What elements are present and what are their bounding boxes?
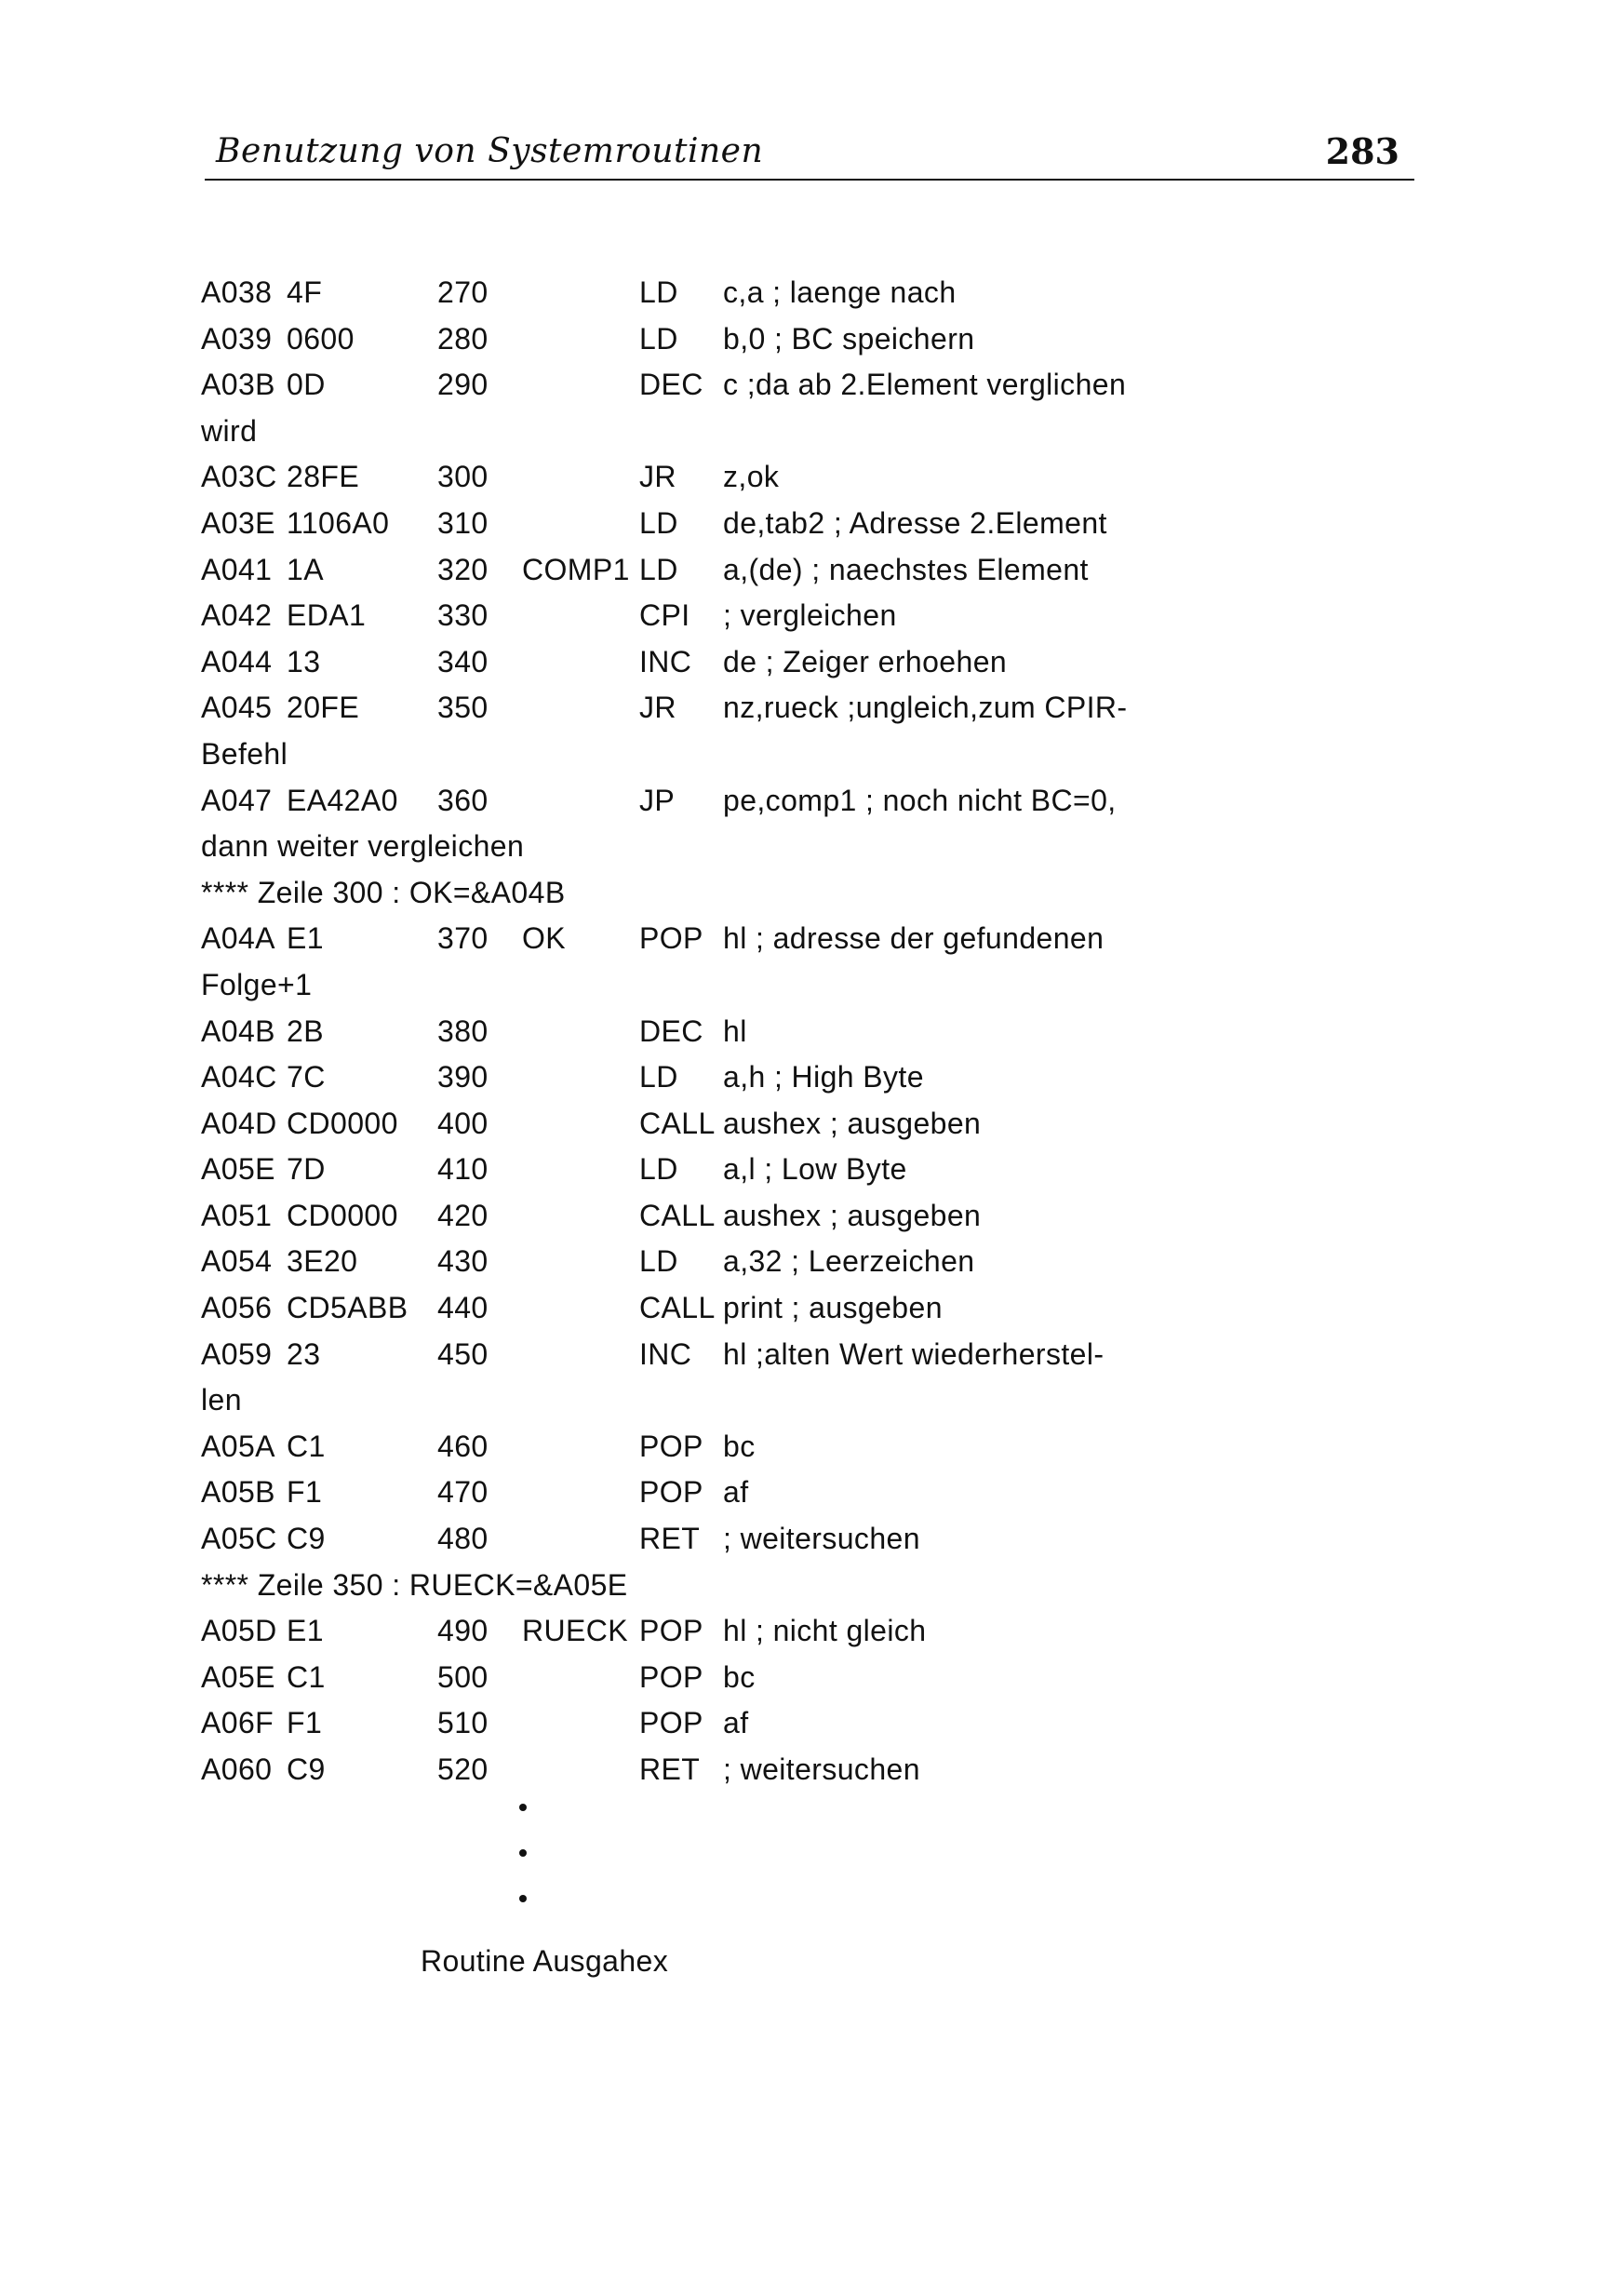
code-addr: A056 [201, 1291, 273, 1325]
code-arg: hl [723, 1014, 747, 1048]
code-addr: A060 [201, 1752, 273, 1786]
code-line [201, 916, 1448, 962]
code-addr: A04C [201, 1060, 277, 1094]
code-line [201, 1054, 1448, 1101]
code-line [201, 1608, 1448, 1655]
code-line: 460 [437, 1429, 489, 1463]
code-hex: 2B [287, 1014, 324, 1048]
code-hex: 1106A0 [287, 505, 390, 540]
code-hex: CD0000 [287, 1198, 398, 1232]
continuation-text: dann weiter vergleichen [201, 829, 525, 864]
code-arg: bc [723, 1429, 756, 1463]
code-line: 400 [437, 1106, 489, 1140]
code-arg: aushex ; ausgeben [723, 1198, 982, 1232]
code-op: POP [639, 1706, 703, 1740]
code-line: 310 [437, 505, 489, 540]
code-line [201, 1101, 1448, 1148]
comment-continuation [201, 824, 1448, 870]
code-addr: A04B [201, 1014, 275, 1048]
code-hex: E1 [287, 921, 324, 956]
code-op: JP [639, 783, 676, 817]
code-hex: EDA1 [287, 598, 367, 633]
code-addr: A04D [201, 1106, 277, 1140]
code-op: POP [639, 1429, 703, 1463]
code-arg: z,ok [723, 460, 780, 494]
code-hex: 0600 [287, 321, 355, 356]
code-hex: 0D [287, 368, 326, 402]
code-line: 470 [437, 1475, 489, 1510]
code-line [201, 1516, 1448, 1563]
code-op: LD [639, 1152, 678, 1187]
code-addr: A04A [201, 921, 275, 956]
page-header [205, 128, 1414, 181]
code-hex: C9 [287, 1752, 326, 1786]
code-op: LD [639, 505, 678, 540]
code-line: 350 [437, 691, 489, 725]
code-arg: pe,comp1 ; noch nicht BC=0, [723, 783, 1117, 817]
code-line [201, 362, 1448, 409]
code-line: 450 [437, 1336, 489, 1371]
code-arg: a,h ; High Byte [723, 1060, 924, 1094]
code-op: LD [639, 1244, 678, 1279]
code-line: 480 [437, 1522, 489, 1556]
code-addr: A039 [201, 321, 273, 356]
code-hex: 28FE [287, 460, 360, 494]
code-arg: ; vergleichen [723, 598, 897, 633]
label-reference-text: **** Zeile 350 : RUECK=&A05E [201, 1567, 628, 1602]
code-line [201, 316, 1448, 363]
code-line [201, 778, 1448, 825]
code-hex: 1A [287, 552, 324, 586]
code-op: CALL [639, 1106, 716, 1140]
code-op: LD [639, 321, 678, 356]
code-line: 420 [437, 1198, 489, 1232]
code-arg: hl ; adresse der gefundenen [723, 921, 1105, 956]
code-arg: hl ;alten Wert wiederherstel- [723, 1336, 1105, 1371]
code-label: COMP1 [522, 552, 630, 586]
code-addr: A05E [201, 1659, 275, 1694]
code-line [201, 1147, 1448, 1193]
code-hex: 7C [287, 1060, 326, 1094]
code-op: LD [639, 275, 678, 309]
continuation-text: wird [201, 413, 258, 448]
code-hex: E1 [287, 1614, 324, 1648]
code-line: 330 [437, 598, 489, 633]
code-hex: EA42A0 [287, 783, 398, 817]
code-line: 290 [437, 368, 489, 402]
continuation-text: Folge+1 [201, 967, 313, 1001]
code-addr: A045 [201, 691, 273, 725]
code-line [201, 454, 1448, 501]
code-addr: A051 [201, 1198, 273, 1232]
code-addr: A05A [201, 1429, 275, 1463]
code-op: RET [639, 1522, 701, 1556]
code-op: CPI [639, 598, 690, 633]
code-line: 390 [437, 1060, 489, 1094]
code-op: POP [639, 921, 703, 956]
code-label: OK [522, 921, 567, 956]
code-op: DEC [639, 1014, 703, 1048]
code-arg: bc [723, 1659, 756, 1694]
code-arg: ; weitersuchen [723, 1752, 920, 1786]
code-hex: 13 [287, 644, 321, 678]
code-op: CALL [639, 1291, 716, 1325]
code-op: INC [639, 1336, 692, 1371]
code-hex: 3E20 [287, 1244, 358, 1279]
code-line [201, 685, 1448, 732]
code-addr: A059 [201, 1336, 273, 1371]
page-number: 283 [1325, 130, 1399, 172]
code-op: DEC [639, 368, 703, 402]
code-arg: hl ; nicht gleich [723, 1614, 927, 1648]
code-arg: print ; ausgeben [723, 1291, 943, 1325]
code-hex: F1 [287, 1475, 323, 1510]
code-addr: A042 [201, 598, 273, 633]
code-line [201, 1193, 1448, 1240]
code-arg: a,(de) ; naechstes Element [723, 552, 1089, 586]
code-hex: C1 [287, 1659, 326, 1694]
code-arg: a,32 ; Leerzeichen [723, 1244, 975, 1279]
code-line [201, 1655, 1448, 1701]
code-addr: A05E [201, 1152, 275, 1187]
code-line [201, 1239, 1448, 1285]
code-addr: A06F [201, 1706, 274, 1740]
code-op: POP [639, 1475, 703, 1510]
code-hex: F1 [287, 1706, 323, 1740]
ellipsis-dot [519, 1849, 527, 1857]
code-line: 370 [437, 921, 489, 956]
code-arg: af [723, 1475, 749, 1510]
code-line: 410 [437, 1152, 489, 1187]
code-arg: c,a ; laenge nach [723, 275, 957, 309]
code-arg: de ; Zeiger erhoehen [723, 644, 1008, 678]
page-title: Benutzung von Systemroutinen [216, 132, 764, 170]
code-line [201, 1424, 1448, 1470]
code-arg: af [723, 1706, 749, 1740]
label-reference-text: **** Zeile 300 : OK=&A04B [201, 875, 566, 909]
code-line: 430 [437, 1244, 489, 1279]
code-op: POP [639, 1614, 703, 1648]
code-addr: A03C [201, 460, 277, 494]
code-line [201, 1747, 1448, 1793]
code-addr: A047 [201, 783, 273, 817]
code-addr: A044 [201, 644, 273, 678]
code-line: 500 [437, 1659, 489, 1694]
code-line [201, 1470, 1448, 1516]
code-line [201, 1332, 1448, 1378]
code-op: CALL [639, 1198, 716, 1232]
code-line [201, 1285, 1448, 1332]
comment-continuation [201, 732, 1448, 778]
comment-continuation [201, 409, 1448, 455]
code-line: 270 [437, 275, 489, 309]
code-op: RET [639, 1752, 701, 1786]
code-addr: A03E [201, 505, 275, 540]
comment-continuation [201, 1377, 1448, 1424]
code-op: JR [639, 460, 676, 494]
code-hex: CD5ABB [287, 1291, 408, 1325]
code-line [201, 270, 1448, 316]
code-line: 300 [437, 460, 489, 494]
code-arg: b,0 ; BC speichern [723, 321, 975, 356]
code-line [201, 639, 1448, 686]
code-line: 380 [437, 1014, 489, 1048]
code-addr: A05D [201, 1614, 277, 1648]
code-addr: A041 [201, 552, 273, 586]
code-arg: de,tab2 ; Adresse 2.Element [723, 505, 1107, 540]
continuation-dots [519, 1804, 534, 1940]
code-addr: A05C [201, 1522, 277, 1556]
code-hex: 4F [287, 275, 323, 309]
comment-continuation [201, 962, 1448, 1009]
code-op: JR [639, 691, 676, 725]
code-addr: A054 [201, 1244, 273, 1279]
code-hex: 7D [287, 1152, 326, 1187]
ellipsis-dot [519, 1895, 527, 1902]
code-hex: C9 [287, 1522, 326, 1556]
code-arg: aushex ; ausgeben [723, 1106, 982, 1140]
code-arg: a,l ; Low Byte [723, 1152, 907, 1187]
code-line: 510 [437, 1706, 489, 1740]
routine-caption: Routine Ausgahex [421, 1944, 669, 1978]
assembler-listing [201, 270, 1448, 1793]
code-addr: A038 [201, 275, 273, 309]
code-line [201, 593, 1448, 639]
code-arg: ; weitersuchen [723, 1522, 920, 1556]
code-arg: nz,rueck ;ungleich,zum CPIR- [723, 691, 1128, 725]
code-line: 490 [437, 1614, 489, 1648]
label-reference-line [201, 870, 1448, 917]
code-op: POP [639, 1659, 703, 1694]
code-line: 280 [437, 321, 489, 356]
code-hex: C1 [287, 1429, 326, 1463]
code-line: 360 [437, 783, 489, 817]
code-hex: 20FE [287, 691, 360, 725]
code-line [201, 1700, 1448, 1747]
code-line: 440 [437, 1291, 489, 1325]
ellipsis-dot [519, 1804, 527, 1811]
code-addr: A05B [201, 1475, 275, 1510]
code-op: LD [639, 1060, 678, 1094]
code-arg: c ;da ab 2.Element verglichen [723, 368, 1127, 402]
continuation-text: Befehl [201, 736, 288, 771]
code-line: 340 [437, 644, 489, 678]
code-op: INC [639, 644, 692, 678]
label-reference-line [201, 1563, 1448, 1609]
code-addr: A03B [201, 368, 275, 402]
code-line [201, 1009, 1448, 1055]
code-hex: 23 [287, 1336, 321, 1371]
code-line [201, 501, 1448, 547]
code-line [201, 547, 1448, 594]
code-label: RUECK [522, 1614, 629, 1648]
code-line: 320 [437, 552, 489, 586]
code-op: LD [639, 552, 678, 586]
code-line: 520 [437, 1752, 489, 1786]
code-hex: CD0000 [287, 1106, 398, 1140]
continuation-text: len [201, 1383, 242, 1417]
